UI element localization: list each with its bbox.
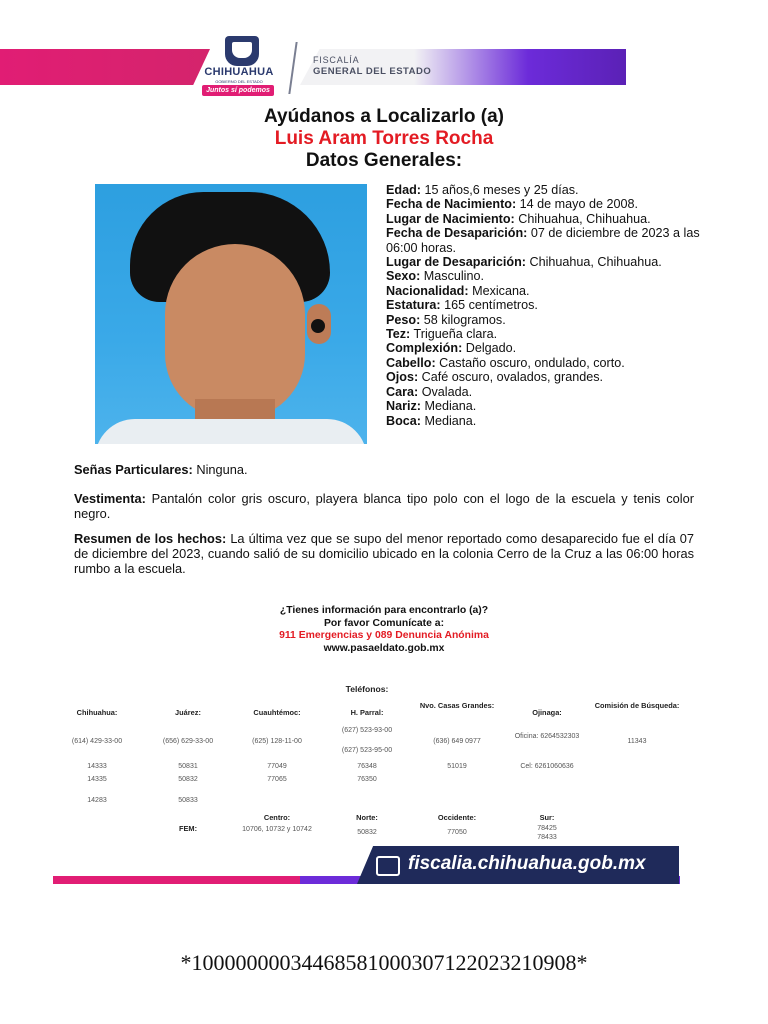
vestimenta: Vestimenta: Pantalón color gris oscuro, playera blanca tipo polo con el logo de la escuela y tenis color negro. [74,491,694,521]
tel-chihuahua: (614) 429-33-00 [71,738,123,745]
tel-parral-1: (627) 523-93-00 [341,727,393,734]
fiscalia-label: FISCALÍA [313,55,360,65]
fem-label: FEM: [178,824,198,833]
ext-juarez-1: 50831 [178,763,198,770]
ext-chihuahua-2: 14335 [87,776,107,783]
ext-chihuahua-3: 14283 [87,797,107,804]
ext-juarez-3: 50833 [178,797,198,804]
senas-particulares: Señas Particulares: Ninguna. [74,462,248,477]
logo-name: CHIHUAHUA [204,66,274,78]
info-row-lugar-desaparicion: Lugar de Desaparición: Chihuahua, Chihuahua. [386,255,662,270]
fem-norte-h: Norte: [356,813,378,822]
info-row-estatura: Estatura: 165 centímetros. [386,298,538,313]
ext-juarez-2: 50832 [178,776,198,783]
computer-icon [376,856,400,876]
fem-sur-h: Sur: [539,813,555,822]
document-barcode-code: *10000000034468581000307122023210908* [180,950,588,975]
col-chihuahua: Chihuahua: [76,708,118,717]
section-title: Datos Generales: [305,150,463,171]
photo-face [165,244,305,419]
info-row-cabello: Cabello: Castaño oscuro, ondulado, corto. [386,355,625,370]
contact-block [0,605,768,655]
info-row-ojos: Ojos: Café oscuro, ovalados, grandes. [386,370,604,385]
info-row-fecha-desaparicion: Fecha de Desaparición: 07 de diciembre de 2023 a las 06:00 horas. [386,226,700,255]
resumen-hechos: Resumen de los hechos: La última vez que se supo del menor reportado como desaparecido fue el día 07 de diciembre del 2023, cuando salió de su domicilio ubicado en la colonia Cerro de la Cruz a las 06:00 horas rumbo a la escuela. [74,531,695,576]
ext-cuauhtemoc-2: 77065 [267,776,287,783]
fem-sur-v1: 78425 [537,825,557,832]
info-row-boca: Boca: Mediana. [386,413,477,428]
general-data-list [386,183,706,428]
fem-occidente-h: Occidente: [437,813,477,822]
col-parral: H. Parral: [350,708,384,717]
photo-shirt [95,419,367,444]
logo-subtitle: GOBIERNO DEL ESTADO [215,79,263,84]
emergency-numbers: 911 Emergencias y 089 Denuncia Anónima [279,630,489,642]
contact-question: ¿Tienes información para encontrarlo (a)? [279,605,489,616]
pasaeldato-link[interactable]: www.pasaeldato.gob.mx [323,642,445,654]
fiscalia-subtitle: GENERAL DEL ESTADO [313,66,432,77]
info-row-nariz: Nariz: Mediana. [386,399,477,414]
tel-parral-2: (627) 523-95-00 [341,747,393,754]
col-casas-grandes: Nvo. Casas Grandes: [419,701,495,710]
info-row-sexo: Sexo: Masculino. [386,269,484,284]
ext-parral-1: 76348 [357,763,377,770]
contact-prompt: Por favor Comunícate a: [323,617,445,629]
info-row-nacimiento: Fecha de Nacimiento: 14 de mayo de 2008. [386,197,639,212]
info-row-cara: Cara: Ovalada. [386,384,473,399]
ext-comision: 11343 [627,738,647,745]
ext-parral-2: 76350 [357,776,377,783]
col-ojinaga: Ojinaga: [532,708,562,717]
shield-inner [232,42,252,58]
header-divider [288,42,297,94]
tel-juarez: (656) 629-33-00 [162,738,214,745]
page-title: Ayúdanos a Localizarlo (a) [263,106,504,127]
footer-pink-bar [53,876,313,884]
tel-ojinaga: Oficina: 6264532303 [514,733,580,740]
info-row-tez: Tez: Trigueña clara. [386,327,498,342]
fem-occidente-v: 77050 [447,829,467,836]
ext-cuauhtemoc-1: 77049 [267,763,287,770]
person-photo [95,184,367,444]
logo-tagline: Juntos sí podemos [202,85,274,96]
earbud-icon [311,319,325,333]
phones-title: Teléfonos: [345,684,389,694]
tel-cuauhtemoc: (625) 128-11-00 [252,738,302,745]
info-row-nacionalidad: Nacionalidad: Mexicana. [386,283,530,298]
person-name: Luis Aram Torres Rocha [274,128,494,149]
info-row-lugar-nacimiento: Lugar de Nacimiento: Chihuahua, Chihuahua. [386,211,651,226]
ext-chihuahua-1: 14333 [87,763,107,770]
tel-casas-grandes: (636) 649 0977 [433,738,481,745]
fiscalia-website-link[interactable]: fiscalia.chihuahua.gob.mx [408,853,646,874]
info-row-edad: Edad: 15 años,6 meses y 25 días. [386,183,579,197]
col-cuauhtemoc: Cuauhtémoc: [253,708,301,717]
info-row-complexion: Complexión: Delgado. [386,341,517,356]
col-juarez: Juárez: [175,708,201,717]
cel-ojinaga: Cel: 6261060636 [520,763,574,770]
ext-casas-grandes: 51019 [447,763,467,770]
col-comision-busqueda: Comisión de Búsqueda: [594,701,680,710]
fem-centro-h: Centro: [263,813,291,822]
fem-norte-v: 50832 [357,829,377,836]
header-pink-bar [0,49,210,85]
fem-sur-v2: 78433 [537,834,557,841]
fem-centro-v: 10706, 10732 y 10742 [242,826,312,833]
info-row-peso: Peso: 58 kilogramos. [386,312,506,327]
